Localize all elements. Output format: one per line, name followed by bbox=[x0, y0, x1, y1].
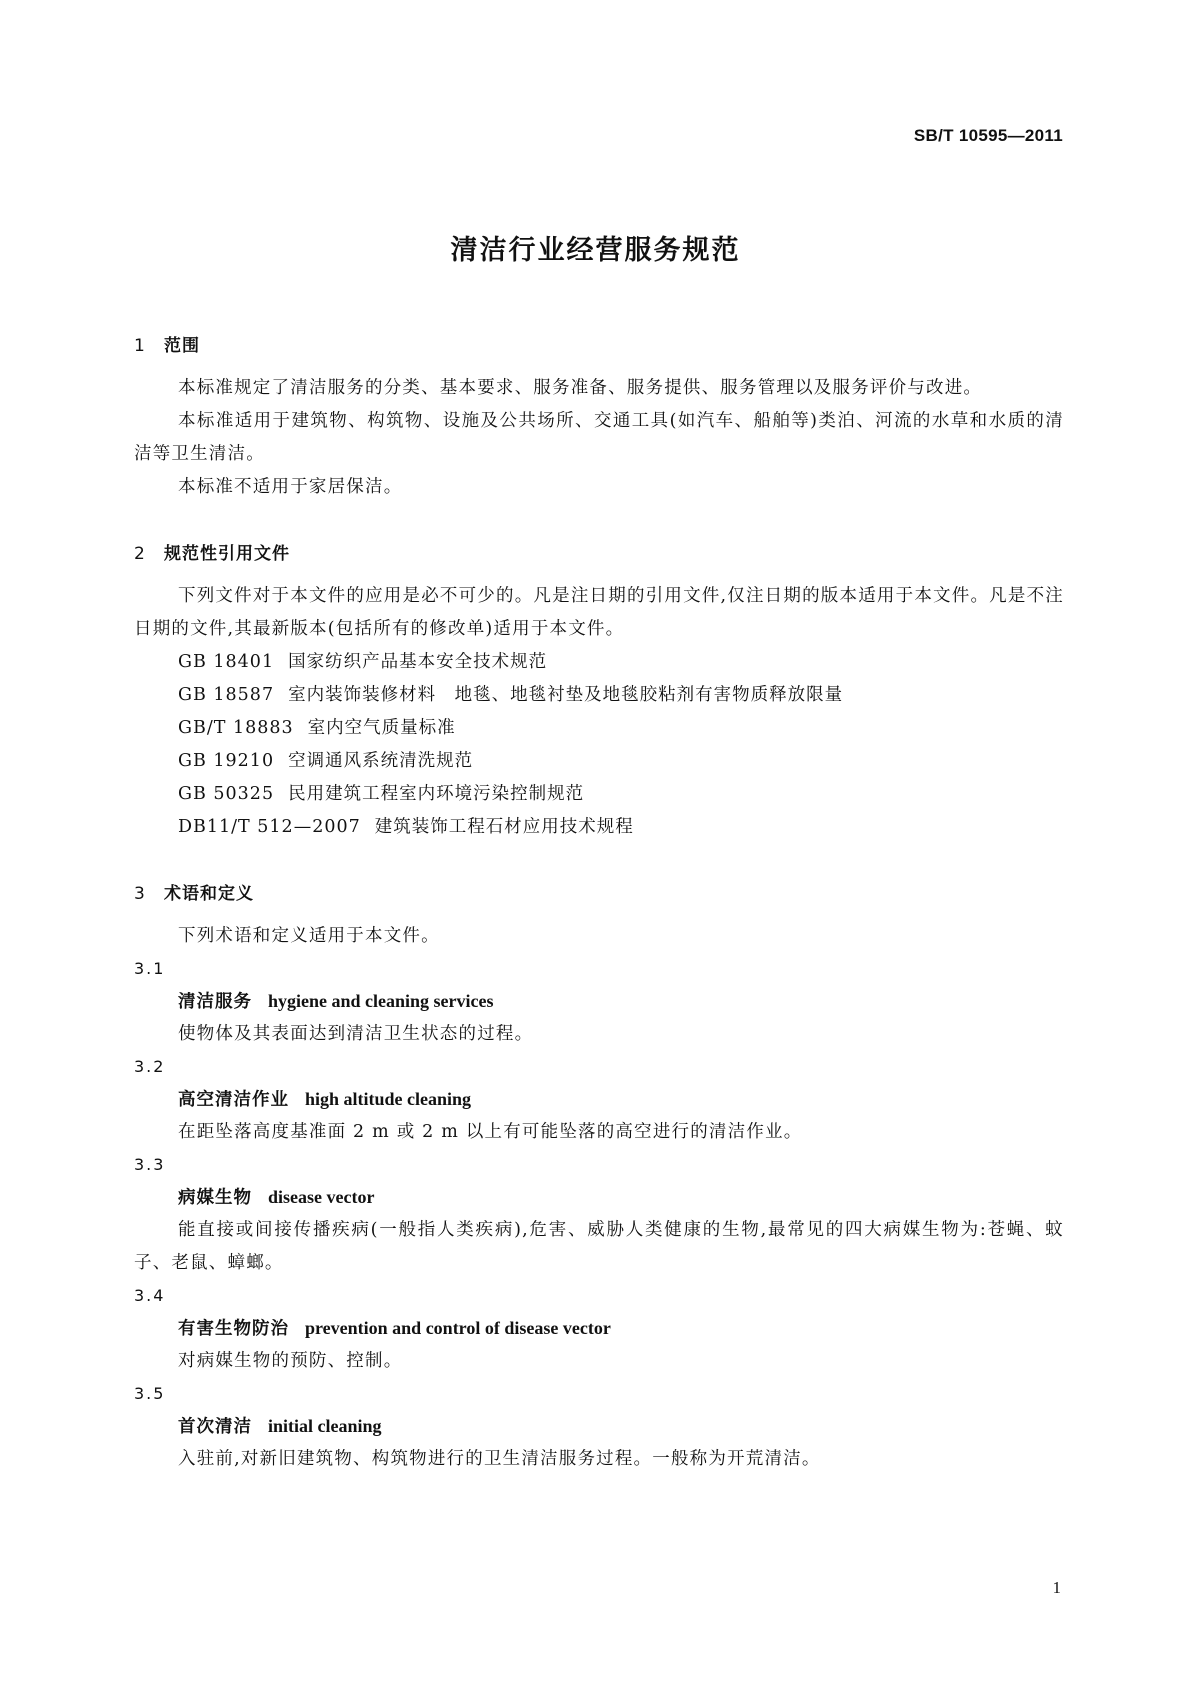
reference-list bbox=[134, 646, 1064, 844]
term-name-en: hygiene and cleaning services bbox=[268, 991, 494, 1011]
reference-code: GB 50325 bbox=[178, 784, 275, 804]
term-number: 3.4 bbox=[134, 1286, 166, 1305]
paragraph: 本标准不适用于家居保洁。 bbox=[178, 477, 403, 497]
term-number: 3.1 bbox=[134, 959, 166, 978]
term-name-en: high altitude cleaning bbox=[305, 1089, 472, 1109]
term-name-en: prevention and control of disease vector bbox=[305, 1318, 611, 1338]
page-number: 1 bbox=[1052, 1578, 1061, 1597]
section-title: 术语和定义 bbox=[164, 884, 254, 904]
document-body bbox=[134, 332, 1064, 1476]
reference-code: DB11/T 512—2007 bbox=[178, 817, 361, 837]
reference-item bbox=[134, 679, 1064, 712]
section-number: 2 bbox=[134, 544, 146, 564]
term-name bbox=[134, 1410, 1064, 1443]
paragraph: 本标准规定了清洁服务的分类、基本要求、服务准备、服务提供、服务管理以及服务评价与改进。 bbox=[178, 378, 983, 398]
section-3-heading bbox=[134, 880, 1064, 908]
reference-title: 民用建筑工程室内环境污染控制规范 bbox=[288, 784, 585, 804]
reference-item bbox=[134, 646, 1064, 679]
reference-code: GB 18401 bbox=[178, 652, 275, 672]
paragraph: 下列文件对于本文件的应用是必不可少的。凡是注日期的引用文件,仅注日期的版本适用于本文件。凡是不注日期的文件,其最新版本(包括所有的修改单)适用于本文件。 bbox=[134, 586, 1064, 639]
standard-code: SB/T 10595—2011 bbox=[913, 126, 1063, 145]
reference-item bbox=[134, 712, 1064, 745]
term-name bbox=[134, 985, 1064, 1018]
reference-item bbox=[134, 811, 1064, 844]
reference-item bbox=[134, 778, 1064, 811]
term-name bbox=[134, 1083, 1064, 1116]
term-definition: 在距坠落高度基准面 2 m 或 2 m 以上有可能坠落的高空进行的清洁作业。 bbox=[178, 1122, 803, 1142]
term-name-zh: 高空清洁作业 bbox=[178, 1090, 289, 1110]
reference-title: 空调通风系统清洗规范 bbox=[288, 751, 474, 771]
term-name-zh: 有害生物防治 bbox=[178, 1319, 289, 1339]
section-title: 范围 bbox=[164, 336, 200, 356]
term-name bbox=[134, 1181, 1064, 1214]
reference-code: GB/T 18883 bbox=[178, 718, 294, 738]
reference-title: 国家纺织产品基本安全技术规范 bbox=[288, 652, 548, 672]
term-definition: 入驻前,对新旧建筑物、构筑物进行的卫生清洁服务过程。一般称为开荒清洁。 bbox=[178, 1449, 821, 1469]
reference-title: 建筑装饰工程石材应用技术规程 bbox=[374, 817, 634, 837]
term-list bbox=[134, 953, 1064, 1476]
term-definition: 使物体及其表面达到清洁卫生状态的过程。 bbox=[178, 1024, 534, 1044]
term-definition: 能直接或间接传播疾病(一般指人类疾病),危害、威胁人类健康的生物,最常见的四大病媒生物为:苍蝇、蚊子、老鼠、蟑螂。 bbox=[134, 1220, 1064, 1273]
term-name bbox=[134, 1312, 1064, 1345]
term-name-zh: 清洁服务 bbox=[178, 992, 252, 1012]
reference-item bbox=[134, 745, 1064, 778]
section-number: 1 bbox=[134, 336, 146, 356]
term-number: 3.5 bbox=[134, 1384, 166, 1403]
term-name-zh: 首次清洁 bbox=[178, 1417, 252, 1437]
term-name-zh: 病媒生物 bbox=[178, 1188, 252, 1208]
paragraph: 本标准适用于建筑物、构筑物、设施及公共场所、交通工具(如汽车、船舶等)类泊、河流的水草和水质的清洁等卫生清洁。 bbox=[134, 411, 1064, 464]
document-title: 清洁行业经营服务规范 bbox=[450, 235, 741, 266]
term-number: 3.2 bbox=[134, 1057, 166, 1076]
section-number: 3 bbox=[134, 884, 146, 904]
section-1-heading bbox=[134, 332, 1064, 360]
term-name-en: initial cleaning bbox=[268, 1416, 382, 1436]
section-title: 规范性引用文件 bbox=[164, 544, 290, 564]
term-definition: 对病媒生物的预防、控制。 bbox=[178, 1351, 403, 1371]
paragraph: 下列术语和定义适用于本文件。 bbox=[178, 926, 440, 946]
reference-code: GB 19210 bbox=[178, 751, 275, 771]
reference-title: 室内空气质量标准 bbox=[307, 718, 456, 738]
term-name-en: disease vector bbox=[268, 1187, 375, 1207]
reference-title: 室内装饰装修材料 地毯、地毯衬垫及地毯胶粘剂有害物质释放限量 bbox=[288, 685, 844, 705]
section-2-heading bbox=[134, 540, 1064, 568]
term-number: 3.3 bbox=[134, 1155, 166, 1174]
reference-code: GB 18587 bbox=[178, 685, 275, 705]
